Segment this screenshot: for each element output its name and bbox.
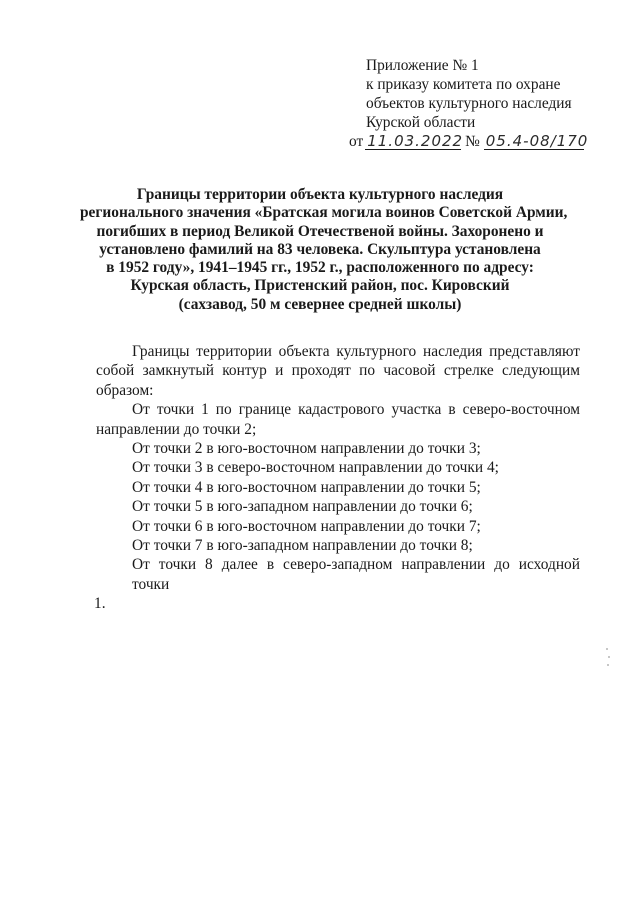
document-body: [96, 342, 580, 614]
document-title: [80, 186, 568, 314]
text-line: собой замкнутый контур и проходят по часовой стрелке следующим: [96, 362, 580, 380]
annex-header: [349, 56, 616, 150]
text-line: направлении до точки 2;: [96, 420, 257, 438]
title-line: регионального значения «Братская могила воинов Советской Армии,: [80, 204, 568, 222]
boundary-point-4: От точки 4 в юго-восточном направлении до точки 5;: [132, 478, 481, 496]
boundary-point-6: От точки 6 в юго-восточном направлении до точки 7;: [132, 517, 481, 535]
annex-region-line: Курской области: [366, 114, 476, 131]
boundary-point-2: От точки 2 в юго-восточном направлении до точки 3;: [132, 440, 481, 458]
scan-speck: [608, 656, 610, 658]
annex-title: Приложение № 1: [366, 57, 479, 74]
scan-speck: [607, 664, 609, 666]
annex-committee-line: объектов культурного наследия: [366, 95, 572, 112]
text-line: 1.: [94, 595, 106, 613]
order-date-number: [349, 132, 589, 151]
number-label: №: [465, 133, 480, 150]
boundary-point-5: От точки 5 в юго-западном направлении до точки 6;: [132, 498, 473, 516]
annex-order-line: к приказу комитета по охране: [366, 76, 561, 93]
text-line: Границы территории объекта культурного наследия представляют: [132, 343, 580, 360]
from-label: от: [349, 133, 364, 150]
boundary-point-1: [96, 400, 580, 439]
title-line: установлено фамилий на 83 человека. Скульптура установлена: [99, 240, 541, 258]
title-line: Курская область, Пристенский район, пос. Кировский: [130, 277, 510, 295]
intro-paragraph: [96, 342, 580, 400]
title-line: в 1952 году», 1941–1945 гг., 1952 г., расположенного по адресу:: [106, 259, 534, 277]
scan-speck: [606, 648, 608, 650]
handwritten-number: 05.4-08/170: [485, 132, 589, 150]
title-line: погибших в период Великой Отечественой войны. Захоронено и: [96, 222, 544, 240]
title-line: (сахзавод, 50 м севернее средней школы): [178, 295, 462, 313]
boundary-point-7: От точки 7 в юго-западном направлении до точки 8;: [132, 537, 473, 555]
text-line: образом:: [96, 381, 154, 399]
title-line: Границы территории объекта культурного наследия: [136, 186, 504, 203]
boundary-point-3: От точки 3 в северо-восточном направлении до точки 4;: [132, 459, 499, 477]
text-line: От точки 8 далее в северо-западном направлении до исходной точки: [132, 556, 580, 593]
handwritten-date: 11.03.2022: [367, 132, 464, 150]
text-line: От точки 1 по границе кадастрового участка в северо-восточном: [132, 401, 580, 419]
boundary-point-8: [96, 555, 580, 613]
